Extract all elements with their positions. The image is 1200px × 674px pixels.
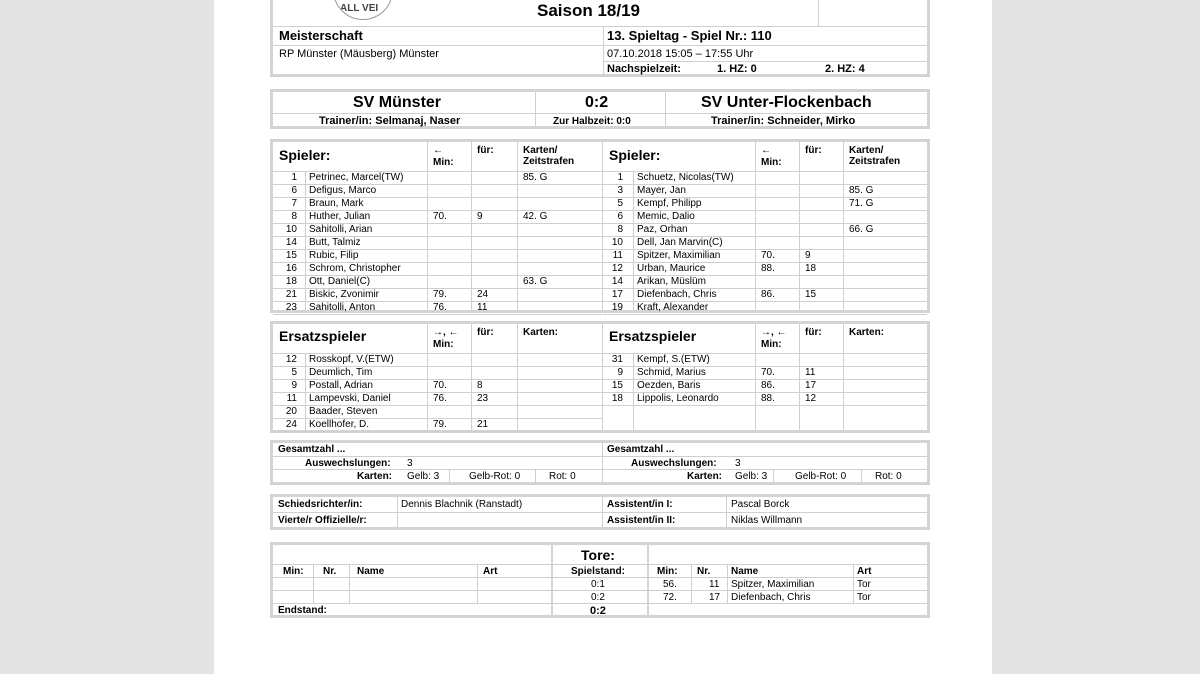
player-number: 11 (286, 393, 297, 404)
player-sub-minute: 76. (433, 302, 447, 313)
player-number: 18 (285, 276, 297, 287)
player-sub-for: 11 (805, 367, 816, 378)
cards-header: Karten/ (523, 145, 558, 156)
away-goal-name-header: Name (731, 566, 759, 577)
away-goal-2-nr: 17 (709, 592, 721, 603)
players-box (270, 139, 930, 313)
player-name: Schrom, Christopher (309, 263, 401, 274)
player-name: Dell, Jan Marvin(C) (637, 237, 723, 248)
goals-box (270, 542, 930, 618)
player-number: 10 (285, 224, 297, 235)
matchday: 13. Spieltag - Spiel Nr.: 110 (607, 28, 772, 43)
away-goal-2-min: 72. (663, 592, 677, 603)
player-number: 12 (285, 354, 297, 365)
away-subs-label: Auswechslungen: (631, 458, 717, 469)
away-players-table (603, 142, 927, 313)
player-name: Kraft, Alexander (637, 302, 709, 313)
player-number: 9 (617, 367, 623, 378)
player-card: 85. G (523, 172, 548, 183)
home-team: SV Münster (353, 94, 442, 111)
player-name: Lippolis, Leonardo (637, 393, 719, 404)
min-header: Min: (433, 157, 454, 168)
player-number: 11 (612, 250, 623, 261)
penalties-header: Zeitstrafen (849, 156, 901, 167)
assistant2-name: Niklas Willmann (731, 515, 803, 526)
grid-line-v2 (843, 142, 844, 310)
player-sub-for: 11 (477, 302, 488, 313)
grid-line-h-end (603, 405, 927, 406)
cards-header: Karten: (849, 327, 885, 338)
away-yellowred: Gelb-Rot: 0 (795, 471, 847, 482)
player-sub-for: 23 (477, 393, 489, 404)
season-title: Saison 18/19 (537, 1, 641, 20)
away-goal-1-nr: 11 (709, 579, 720, 590)
player-name: Kempf, Philipp (637, 198, 702, 209)
grid-line-v0 (755, 142, 756, 310)
score: 0:2 (585, 94, 609, 111)
away-total-label: Gesamtzahl ... (607, 444, 675, 455)
min-arrow: ← (433, 145, 443, 156)
player-number: 1 (617, 172, 623, 183)
referee-name: Dennis Blachnik (Ranstadt) (401, 499, 523, 510)
grid-line-v0 (755, 324, 756, 430)
grid-line-v2 (517, 324, 518, 430)
fourth-official-label: Vierte/r Offizielle/r: (278, 515, 367, 526)
player-name: Urban, Maurice (637, 263, 706, 274)
player-sub-minute: 86. (761, 289, 775, 300)
player-card: 63. G (523, 276, 548, 287)
player-sub-for: 8 (477, 380, 483, 391)
player-number: 23 (285, 302, 297, 313)
player-name: Postall, Adrian (309, 380, 373, 391)
away-goal-nr-header: Nr. (697, 566, 711, 577)
logo-text: ALL VEI (340, 3, 379, 14)
player-number: 19 (611, 302, 623, 313)
stoppage-first-half: 1. HZ: 0 (717, 63, 757, 75)
stoppage-second-half: 2. HZ: 4 (825, 63, 865, 75)
player-sub-minute: 70. (761, 250, 775, 261)
home-subs-count: 3 (407, 458, 413, 469)
player-number: 7 (291, 198, 297, 209)
player-number: 21 (285, 289, 297, 300)
grid-line-v1 (471, 142, 472, 310)
player-number: 6 (291, 185, 297, 196)
score-progress-header: Spielstand: (571, 566, 625, 577)
player-name: Kempf, S.(ETW) (637, 354, 710, 365)
score-progress-2: 0:2 (591, 592, 605, 603)
player-number: 14 (611, 276, 623, 287)
grid-line-h-end (273, 431, 602, 432)
player-number: 24 (285, 419, 297, 430)
player-card: 85. G (849, 185, 874, 196)
player-number: 31 (611, 354, 623, 365)
player-sub-for: 24 (477, 289, 489, 300)
player-number: 6 (617, 211, 623, 222)
home-subs-label: Auswechslungen: (305, 458, 391, 469)
away-goal-type-header: Art (857, 566, 872, 577)
player-number: 9 (291, 380, 297, 391)
player-name: Huther, Julian (309, 211, 371, 222)
player-number: 15 (611, 380, 623, 391)
goals-title: Tore: (581, 547, 615, 563)
player-name: Defigus, Marco (309, 185, 377, 196)
match-datetime: 07.10.2018 15:05 – 17:55 Uhr (607, 48, 754, 60)
player-sub-for: 17 (805, 380, 817, 391)
away-goal-1-name: Spitzer, Maximilian (731, 579, 815, 590)
away-goal-min-header: Min: (657, 566, 678, 577)
for-header: für: (477, 145, 494, 156)
player-name: Rubic, Filip (309, 250, 359, 261)
assistant1-name: Pascal Borck (731, 499, 790, 510)
section-title: Ersatzspieler (609, 328, 697, 344)
home-cards-label: Karten: (357, 471, 393, 482)
player-number: 1 (291, 172, 297, 183)
player-sub-for: 15 (805, 289, 817, 300)
player-name: Schuetz, Nicolas(TW) (637, 172, 734, 183)
away-subs-count: 3 (735, 458, 741, 469)
header-box (270, 0, 930, 77)
player-number: 14 (285, 237, 297, 248)
player-sub-minute: 86. (761, 380, 775, 391)
player-name: Petrinec, Marcel(TW) (309, 172, 404, 183)
player-number: 16 (285, 263, 297, 274)
home-goal-name-header: Name (357, 566, 385, 577)
player-sub-for: 9 (805, 250, 811, 261)
away-cards-label: Karten: (687, 471, 723, 482)
home-coach: Trainer/in: Selmanaj, Naser (319, 115, 461, 127)
away-goal-2-name: Diefenbach, Chris (731, 592, 811, 603)
halftime-score: Zur Halbzeit: 0:0 (553, 116, 631, 127)
grid-line-h-end (273, 314, 602, 315)
player-number: 8 (291, 211, 297, 222)
player-name: Deumlich, Tim (309, 367, 373, 378)
player-sub-minute: 88. (761, 263, 775, 274)
player-card: 66. G (849, 224, 874, 235)
venue: RP Münster (Mäusberg) Münster (279, 48, 439, 60)
for-header: für: (477, 327, 494, 338)
player-number: 5 (291, 367, 297, 378)
section-title: Ersatzspieler (279, 328, 367, 344)
grid-line-v-name (305, 171, 306, 310)
home-yellow: Gelb: 3 (407, 471, 440, 482)
section-title: Spieler: (609, 147, 661, 163)
away-goal-1-type: Tor (857, 579, 871, 590)
player-name: Mayer, Jan (637, 185, 686, 196)
player-card: 42. G (523, 211, 548, 222)
away-goal-2-type: Tor (857, 592, 871, 603)
player-sub-for: 21 (477, 419, 489, 430)
report-page (214, 0, 992, 674)
player-sub-minute: 76. (433, 393, 447, 404)
grid-line-v1 (799, 324, 800, 430)
player-number: 3 (617, 185, 623, 196)
away-subs-table (603, 324, 927, 430)
home-red: Rot: 0 (549, 471, 576, 482)
grid-line-v0 (427, 142, 428, 310)
match-box (270, 89, 930, 129)
away-coach: Trainer/in: Schneider, Mirko (711, 115, 856, 127)
away-goal-1-min: 56. (663, 579, 677, 590)
player-name: Oezden, Baris (637, 380, 701, 391)
club-logo (333, 0, 393, 20)
home-goal-min-header: Min: (283, 566, 304, 577)
cards-header: Karten/ (849, 145, 884, 156)
player-sub-for: 9 (477, 211, 483, 222)
player-sub-minute: 79. (433, 419, 447, 430)
assistant2-label: Assistent/in II: (607, 515, 676, 526)
referee-label: Schiedsrichter/in: (278, 499, 363, 510)
player-number: 20 (285, 406, 297, 417)
penalties-header: Zeitstrafen (523, 156, 575, 167)
away-yellow: Gelb: 3 (735, 471, 768, 482)
player-number: 5 (617, 198, 623, 209)
grid-line-v2 (843, 324, 844, 430)
grid-line-v2 (517, 142, 518, 310)
final-score: 0:2 (590, 605, 606, 617)
player-name: Baader, Steven (309, 406, 378, 417)
stoppage-label: Nachspielzeit: (607, 63, 681, 75)
min-header: Min: (761, 157, 782, 168)
player-card: 71. G (849, 198, 874, 209)
player-name: Ott, Daniel(C) (309, 276, 371, 287)
player-sub-minute: 79. (433, 289, 447, 300)
player-name: Arikan, Müslüm (637, 276, 706, 287)
player-name: Butt, Talmiz (309, 237, 361, 248)
subs-box (270, 321, 930, 433)
player-number: 15 (285, 250, 297, 261)
player-name: Schmid, Marius (637, 367, 706, 378)
assistant1-label: Assistent/in I: (607, 499, 673, 510)
home-subs-table (273, 324, 602, 430)
min-arrow: ← (761, 145, 771, 156)
home-total-label: Gesamtzahl ... (278, 444, 346, 455)
player-sub-minute: 88. (761, 393, 775, 404)
min-arrow: →, ← (433, 327, 459, 338)
player-name: Biskic, Zvonimir (309, 289, 380, 300)
player-name: Rosskopf, V.(ETW) (309, 354, 394, 365)
player-name: Lampevski, Daniel (309, 393, 391, 404)
player-name: Spitzer, Maximilian (637, 250, 721, 261)
section-title: Spieler: (279, 147, 331, 163)
grid-line-v0 (427, 324, 428, 430)
player-sub-minute: 70. (761, 367, 775, 378)
player-name: Paz, Orhan (637, 224, 688, 235)
home-players-table (273, 142, 602, 313)
player-name: Braun, Mark (309, 198, 364, 209)
player-sub-for: 18 (805, 263, 817, 274)
away-red: Rot: 0 (875, 471, 902, 482)
player-number: 18 (611, 393, 623, 404)
home-goal-nr-header: Nr. (323, 566, 337, 577)
min-header: Min: (761, 339, 782, 350)
player-name: Sahitolli, Arian (309, 224, 373, 235)
for-header: für: (805, 145, 822, 156)
min-arrow: →, ← (761, 327, 787, 338)
cards-header: Karten: (523, 327, 559, 338)
player-number: 8 (617, 224, 623, 235)
competition: Meisterschaft (279, 28, 363, 43)
home-yellowred: Gelb-Rot: 0 (469, 471, 521, 482)
player-name: Sahitolli, Anton (309, 302, 376, 313)
player-sub-for: 12 (805, 393, 817, 404)
away-team: SV Unter-Flockenbach (701, 94, 872, 111)
grid-line-v-name (633, 171, 634, 310)
player-sub-minute: 70. (433, 211, 447, 222)
player-name: Koellhofer, D. (309, 419, 370, 430)
player-sub-minute: 70. (433, 380, 447, 391)
player-number: 12 (611, 263, 623, 274)
grid-line-v1 (799, 142, 800, 310)
grid-line-h-end (603, 314, 927, 315)
score-progress-1: 0:1 (591, 579, 605, 590)
for-header: für: (805, 327, 822, 338)
player-number: 10 (611, 237, 623, 248)
home-goal-type-header: Art (483, 566, 498, 577)
min-header: Min: (433, 339, 454, 350)
totals-box (270, 440, 930, 485)
player-number: 17 (611, 289, 623, 300)
grid-line-v1 (471, 324, 472, 430)
player-name: Diefenbach, Chris (637, 289, 717, 300)
player-name: Memic, Dalio (637, 211, 695, 222)
final-label: Endstand: (278, 605, 327, 616)
officials-box (270, 494, 930, 530)
